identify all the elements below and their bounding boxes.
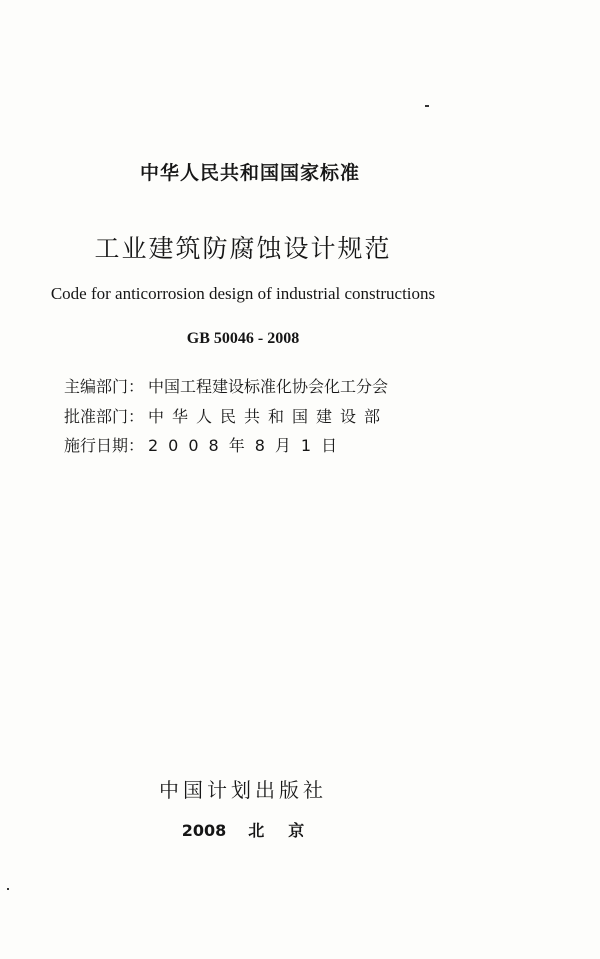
publication-place (0, 818, 486, 841)
effective-date-label: 施行日期： (64, 436, 145, 455)
effective-date-value: 2008年8月1日 (148, 436, 348, 455)
title-chinese: 工业建筑防腐蚀设计规范 (94, 234, 392, 263)
scan-speck (7, 888, 9, 890)
publication-city-1: 北 (248, 821, 265, 840)
editor-label: 主编部门： (64, 377, 145, 396)
approver-value: 中华人民共和国建设部 (148, 407, 389, 426)
publisher: 中国计划出版社 (159, 778, 327, 802)
title-english: Code for anticorrosion design of industrial constructions (50, 284, 436, 303)
effective-date-line (64, 433, 347, 456)
editor-line (64, 374, 388, 397)
standard-series: 中华人民共和国国家标准 (139, 162, 360, 184)
standard-code: GB 50046 - 2008 (186, 330, 300, 347)
scan-speck (425, 105, 429, 107)
publication-city-2: 京 (288, 821, 305, 840)
editor-value: 中国工程建设标准化协会化工分会 (148, 377, 389, 396)
publication-year: 2008 (181, 821, 227, 840)
approver-label: 批准部门： (64, 407, 145, 426)
approver-line (64, 404, 388, 427)
